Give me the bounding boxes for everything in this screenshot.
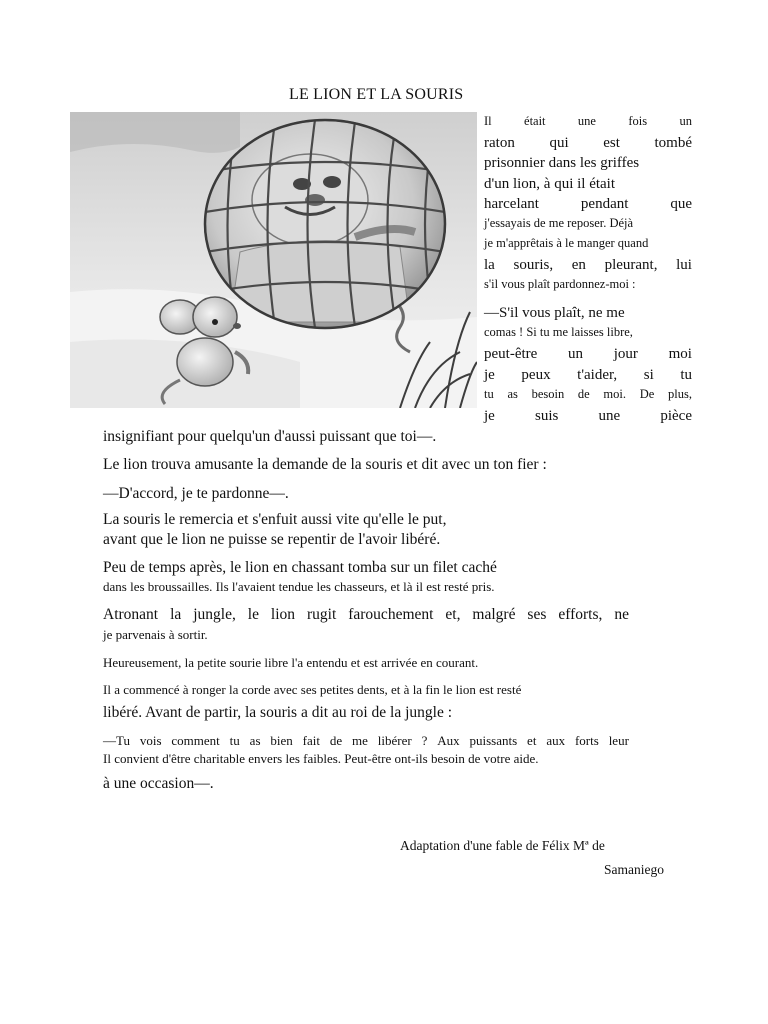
word: tu xyxy=(484,387,494,401)
word: De xyxy=(639,387,655,401)
word: plus, xyxy=(667,387,692,401)
credit-line-1: Adaptation d'une fable de Félix Mª de xyxy=(400,838,605,853)
word: et, xyxy=(445,606,461,623)
right-column-line-14 xyxy=(484,387,692,402)
body-line-7: dans les broussailles. Ils l'avaient tendue les chasseurs, et là il est resté pris. xyxy=(103,579,495,594)
body-line-14: Il convient d'être charitable envers les faibles. Peut-être ont-ils besoin de votre aide. xyxy=(103,751,539,766)
word: pièce xyxy=(660,408,692,424)
lion-in-net-icon xyxy=(70,112,477,408)
word: de xyxy=(577,387,590,401)
word: lion xyxy=(270,606,296,623)
word: ses xyxy=(527,606,547,623)
word: pendant xyxy=(580,196,629,212)
word: vois xyxy=(139,733,162,748)
word: as xyxy=(249,733,261,748)
right-column-line-7: je m'apprêtais à le manger quand xyxy=(484,236,649,250)
body-line-8 xyxy=(103,606,629,624)
body-line-6: Peu de temps après, le lion en chassant tomba sur un filet caché xyxy=(103,559,497,576)
word: peux xyxy=(521,367,551,383)
word: rugit xyxy=(307,606,337,623)
right-column-line-13 xyxy=(484,367,692,384)
word: as xyxy=(507,387,518,401)
right-column-line-12 xyxy=(484,346,692,363)
body-line-13 xyxy=(103,733,629,749)
word: ? xyxy=(421,733,428,748)
word: comment xyxy=(171,733,220,748)
word: fois xyxy=(628,114,648,128)
word: libérer xyxy=(377,733,412,748)
right-column-line-6: j'essayais de me reposer. Déjà xyxy=(484,216,634,230)
word: un xyxy=(679,114,692,128)
right-column-line-5 xyxy=(484,196,692,213)
body-line-15: à une occasion—. xyxy=(103,775,214,792)
word: bien xyxy=(270,733,293,748)
word: Aux xyxy=(437,733,460,748)
word: harcelant xyxy=(484,196,539,212)
word: la xyxy=(484,257,495,273)
right-column-line-8 xyxy=(484,257,692,274)
word: de xyxy=(329,733,343,748)
word: tu xyxy=(680,367,692,383)
word: fait xyxy=(302,733,320,748)
word: que xyxy=(670,196,692,212)
word: leur xyxy=(608,733,629,748)
word: forts xyxy=(574,733,599,748)
body-line-1: insignifiant pour quelqu'un d'aussi puissant que toi—. xyxy=(103,428,437,445)
body-line-12: libéré. Avant de partir, la souris a dit au roi de la jungle : xyxy=(103,704,453,721)
word: je xyxy=(484,408,495,424)
word: Atronant xyxy=(103,606,159,623)
right-column-line-4: d'un lion, à qui il était xyxy=(484,176,616,192)
lion-in-net-illustration xyxy=(70,112,477,408)
word: peut-être xyxy=(484,346,538,362)
right-column-line-11: comas ! Si tu me laisses libre, xyxy=(484,325,633,339)
word: puissants xyxy=(469,733,518,748)
body-line-3: —D'accord, je te pardonne—. xyxy=(103,485,289,502)
credit-line-2: Samaniego xyxy=(604,862,664,877)
right-column-line-9: s'il vous plaît pardonnez-moi : xyxy=(484,277,636,291)
word: me xyxy=(352,733,368,748)
right-column-line-10: —S'il vous plaît, ne me xyxy=(484,305,625,321)
word: un xyxy=(568,346,584,362)
word: était xyxy=(524,114,546,128)
word: moi. xyxy=(603,387,626,401)
word: jour xyxy=(613,346,638,362)
right-column-line-3: prisonnier dans les griffes xyxy=(484,155,640,171)
body-line-2: Le lion trouva amusante la demande de la souris et dit avec un ton fier : xyxy=(103,456,547,473)
body-line-9: je parvenais à sortir. xyxy=(103,627,208,642)
word: raton xyxy=(484,135,515,151)
word: lui xyxy=(676,257,692,273)
word: ne xyxy=(614,606,629,623)
word: Il xyxy=(484,114,492,128)
right-column-line-15 xyxy=(484,408,692,425)
body-line-11: Il a commencé à ronger la corde avec ses petites dents, et à la fin le lion est resté xyxy=(103,682,522,697)
word: tombé xyxy=(654,135,692,151)
word: besoin xyxy=(531,387,565,401)
page-title: LE LION ET LA SOURIS xyxy=(289,86,464,103)
word: le xyxy=(247,606,259,623)
word: tu xyxy=(229,733,240,748)
word: moi xyxy=(668,346,692,362)
body-line-5: avant que le lion ne puisse se repentir de l'avoir libéré. xyxy=(103,531,441,548)
word: la xyxy=(170,606,182,623)
word: aux xyxy=(546,733,566,748)
word: farouchement xyxy=(348,606,434,623)
right-column-line-2 xyxy=(484,135,692,152)
word: suis xyxy=(535,408,559,424)
word: si xyxy=(643,367,654,383)
body-line-10: Heureusement, la petite sourie libre l'a entendu et est arrivée en courant. xyxy=(103,655,479,670)
word: en xyxy=(571,257,586,273)
word: je xyxy=(484,367,495,383)
word: pleurant, xyxy=(604,257,658,273)
word: souris, xyxy=(513,257,554,273)
word: et xyxy=(527,733,537,748)
word: une xyxy=(598,408,621,424)
body-line-4: La souris le remercia et s'enfuit aussi vite qu'elle le put, xyxy=(103,511,447,528)
word: qui xyxy=(549,135,569,151)
word: t'aider, xyxy=(577,367,618,383)
right-column-line-1 xyxy=(484,114,692,129)
word: jungle, xyxy=(193,606,236,623)
word: malgré xyxy=(472,606,516,623)
word: une xyxy=(577,114,596,128)
word: efforts, xyxy=(558,606,603,623)
word: —Tu xyxy=(103,733,130,748)
word: est xyxy=(603,135,620,151)
